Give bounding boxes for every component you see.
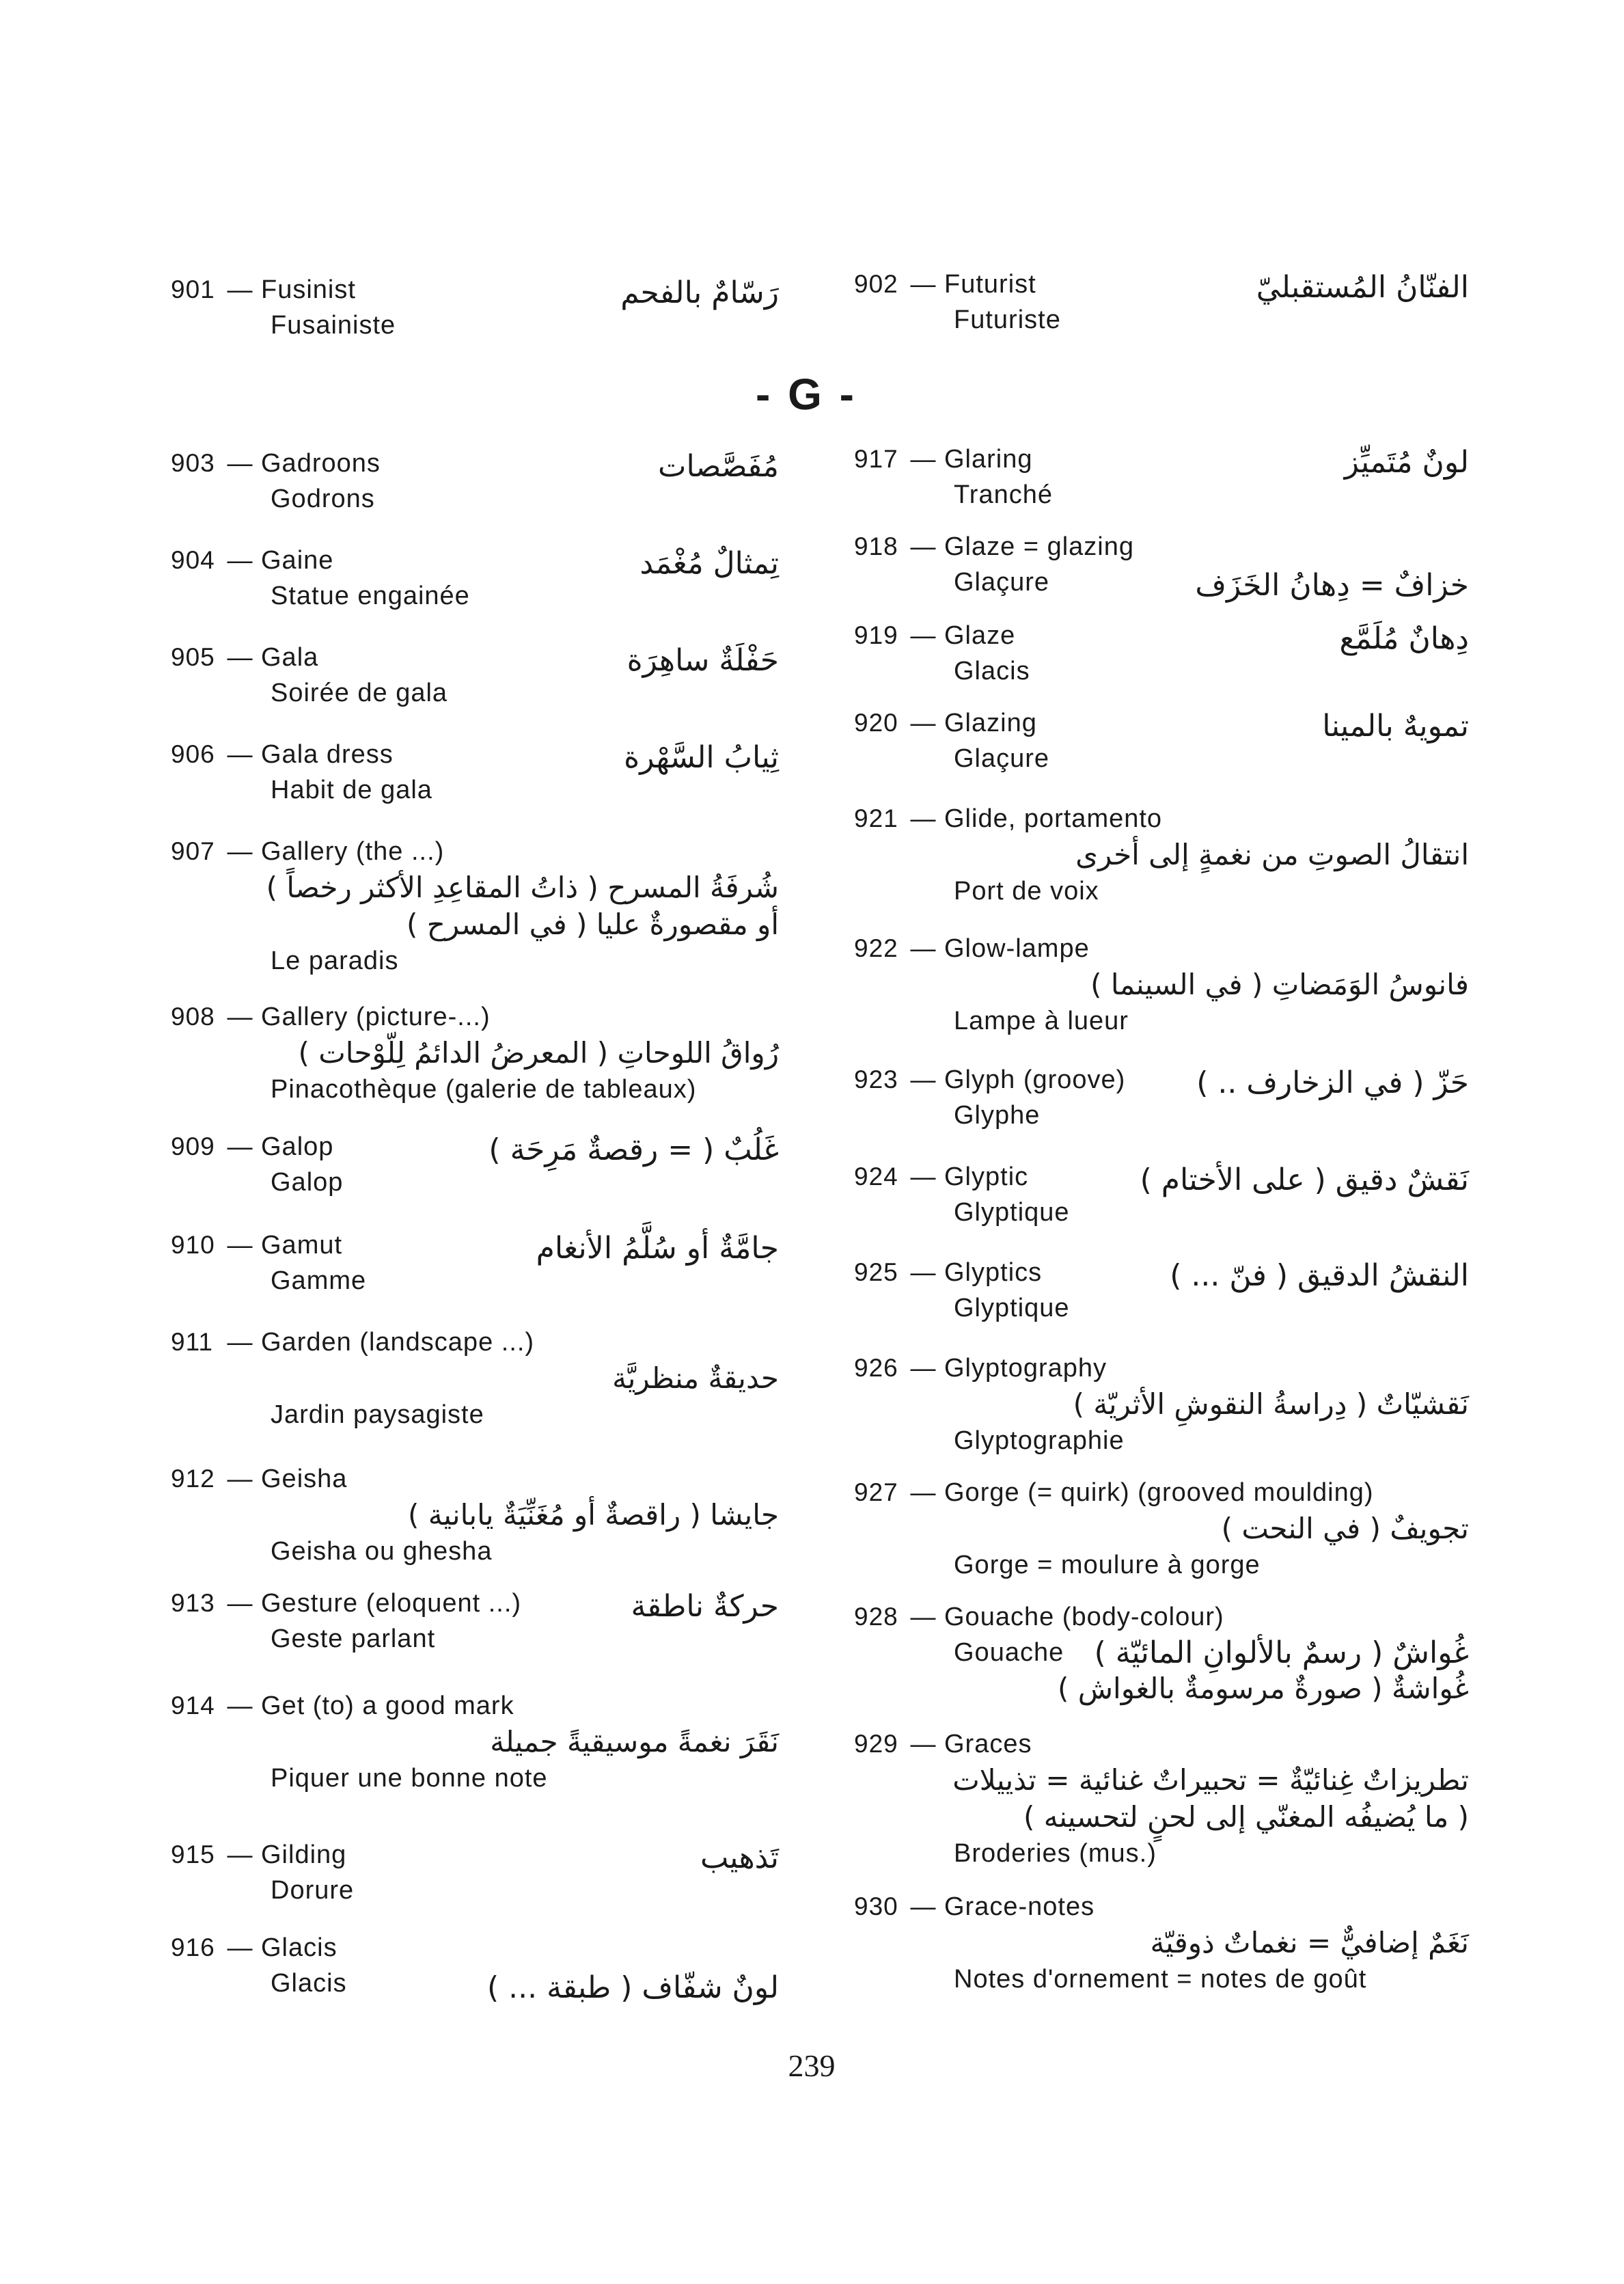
entry-921: 921 — Glide, portamento انتقالُ الصوتِ من نغمةٍ إلى أخرى Port de voix xyxy=(854,801,1469,909)
entry-english: Gamut xyxy=(261,1231,343,1260)
entry-english: Grace-notes xyxy=(944,1892,1095,1921)
entry-english: Gilding xyxy=(261,1840,347,1869)
entry-number: 920 xyxy=(854,709,898,737)
entry-english: Graces xyxy=(944,1730,1032,1758)
entry-number: 923 xyxy=(854,1065,898,1093)
entry-arabic: حَزّ ( في الزخارف .. ) xyxy=(1196,1065,1469,1100)
entry-english: Glaze = glazing xyxy=(944,532,1134,561)
entry-911: 911 — Garden (landscape ...) حديقةٌ منظريَّة Jardin paysagiste xyxy=(171,1324,779,1432)
entry-arabic: خزافٌ = دِهانُ الخَزَف xyxy=(1195,568,1469,603)
entry-english: Gadroons xyxy=(261,449,381,478)
entry-french: Futuriste xyxy=(954,305,1061,334)
entry-french: Glacis xyxy=(954,657,1030,685)
entry-french: Glyptographie xyxy=(954,1426,1125,1455)
entry-french: Piquer une bonne note xyxy=(271,1764,548,1793)
entry-number: 925 xyxy=(854,1258,898,1286)
entry-french: Habit de gala xyxy=(271,776,432,804)
entry-912: 912 — Geisha جايشا ( راقصةٌ أو مُغَنِّيَةٌ يابانية ) Geisha ou ghesha xyxy=(171,1461,779,1569)
entry-928: 928 — Gouache (body-colour) Gouache غُواشٌ ( رسمٌ بالألوانِ المائيّة ) غُواشةٌ ( صورةٌ مرسومةٌ بالغواش ) xyxy=(854,1599,1469,1707)
entry-arabic-line: تطريزاتٌ غِنائيّةٌ = تحبيراتٌ غنائية = تذييلات xyxy=(952,1763,1469,1797)
entry-english: Glow-lampe xyxy=(944,934,1090,963)
entry-french: Le paradis xyxy=(271,947,399,975)
entry-english: Gaine xyxy=(261,546,334,575)
entry-number: 914 xyxy=(171,1691,215,1719)
entry-french: Dorure xyxy=(271,1876,355,1905)
page-number: 239 xyxy=(788,2048,836,2083)
entry-french: Gamme xyxy=(271,1266,367,1295)
entry-number: 904 xyxy=(171,546,215,574)
entry-918: 918 — Glaze = glazing Glaçure خزافٌ = دِهانُ الخَزَف xyxy=(854,529,1469,600)
entry-arabic-line: تجويفٌ ( في النحت ) xyxy=(1221,1512,1469,1545)
entry-arabic: تمويهٌ بالمينا xyxy=(1322,709,1469,744)
entry-927: 927 — Gorge (= quirk) (grooved moulding) تجويفٌ ( في النحت ) Gorge = moulure à gorge xyxy=(854,1475,1469,1583)
entry-number: 908 xyxy=(171,1003,215,1031)
entry-arabic: جامَّةٌ أو سُلَّمُ الأنغام xyxy=(536,1231,779,1266)
entry-english: Gorge (= quirk) (grooved moulding) xyxy=(944,1478,1374,1507)
entry-english: Glyptics xyxy=(944,1258,1043,1287)
entry-arabic: الفنّانُ المُستقبليّ xyxy=(1256,270,1469,305)
entry-english: Glaring xyxy=(944,445,1033,474)
entry-french: Galop xyxy=(271,1168,344,1197)
entry-arabic: لونٌ شفّاف ( طبقة ... ) xyxy=(487,1970,779,2005)
entry-english: Get (to) a good mark xyxy=(261,1691,514,1720)
entry-arabic-line: ( ما يُضيفُه المغنّي إلى لحنٍ لتحسينه ) xyxy=(1023,1800,1469,1834)
entry-french: Glyphe xyxy=(954,1101,1041,1130)
entry-arabic: تَذهيب xyxy=(700,1840,779,1875)
entry-french: Glyptique xyxy=(954,1198,1070,1227)
entry-english: Gouache (body-colour) xyxy=(944,1603,1224,1631)
entry-919: 919 — Glaze Glacis دِهانٌ مُلَمَّع xyxy=(854,618,1469,689)
entry-english: Futurist xyxy=(944,270,1036,299)
entry-904: 904 — Gaine Statue engainée تِمثالٌ مُغْمَد xyxy=(171,543,779,614)
entry-number: 911 xyxy=(171,1328,213,1356)
entry-910: 910 — Gamut Gamme جامَّةٌ أو سُلَّمُ الأنغام xyxy=(171,1227,779,1299)
entry-number: 901 xyxy=(171,275,215,303)
entry-english: Gala xyxy=(261,643,319,672)
entry-913: 913 — Gesture (eloquent ...) Geste parlant حركةٌ ناطقة xyxy=(171,1586,779,1657)
entry-french: Fusainiste xyxy=(271,311,396,340)
entry-french: Godrons xyxy=(271,485,375,513)
entry-arabic: مُفَصَّصات xyxy=(658,449,779,484)
entry-french: Geste parlant xyxy=(271,1624,436,1653)
entry-arabic: لونٌ مُتَميِّز xyxy=(1344,445,1469,480)
entry-arabic-line: انتقالُ الصوتِ من نغمةٍ إلى أخرى xyxy=(1075,838,1469,871)
entry-922: 922 — Glow-lampe فانوسُ الوَمَضاتِ ( في السينما ) Lampe à lueur xyxy=(854,931,1469,1039)
entry-920: 920 — Glazing Glaçure تمويهٌ بالمينا xyxy=(854,705,1469,776)
entry-arabic: دِهانٌ مُلَمَّع xyxy=(1339,621,1469,656)
entry-925: 925 — Glyptics Glyptique النقشُ الدقيق ( فنّ ... ) xyxy=(854,1255,1469,1326)
entry-number: 919 xyxy=(854,621,898,649)
entry-903: 903 — Gadroons Godrons مُفَصَّصات xyxy=(171,446,779,517)
entry-number: 912 xyxy=(171,1465,215,1493)
entry-906: 906 — Gala dress Habit de gala ثِيابُ السَّهْرة xyxy=(171,737,779,808)
entry-french: Glaçure xyxy=(954,744,1050,773)
entry-french: Gorge = moulure à gorge xyxy=(954,1551,1261,1579)
entry-number: 906 xyxy=(171,740,215,768)
entry-english: Gala dress xyxy=(261,740,394,769)
entry-english: Glacis xyxy=(261,1933,338,1962)
entry-english: Glaze xyxy=(944,621,1016,650)
entry-english: Geisha xyxy=(261,1465,348,1493)
entry-arabic-line: فانوسُ الوَمَضاتِ ( في السينما ) xyxy=(1090,968,1469,1001)
entry-arabic-line: شُرفَةُ المسرح ( ذاتُ المقاعِدِ الأكثر رخصاً ) xyxy=(266,871,779,904)
entry-number: 929 xyxy=(854,1730,898,1758)
entry-french: Broderies (mus.) xyxy=(954,1839,1157,1868)
entry-arabic-line: نَغَمٌ إضافيٌّ = نغماتٌ ذوقيّة xyxy=(1150,1926,1469,1959)
entry-number: 918 xyxy=(854,532,898,560)
entry-english: Fusinist xyxy=(261,275,356,304)
entry-english: Gallery (the ...) xyxy=(261,837,445,866)
entry-french: Pinacothèque (galerie de tableaux) xyxy=(271,1075,697,1104)
entry-french: Geisha ou ghesha xyxy=(271,1537,493,1566)
entry-french: Lampe à lueur xyxy=(954,1007,1129,1035)
entry-926: 926 — Glyptography نَقشيّاتٌ ( دِراسةُ النقوشِ الأثريّة ) Glyptographie xyxy=(854,1350,1469,1458)
entry-french: Glyptique xyxy=(954,1294,1070,1322)
entry-number: 926 xyxy=(854,1354,898,1382)
entry-french: Soirée de gala xyxy=(271,679,448,707)
entry-arabic-line: نَقشيّاتٌ ( دِراسةُ النقوشِ الأثريّة ) xyxy=(1073,1387,1469,1421)
entry-914: 914 — Get (to) a good mark نَقَرَ نغمةً موسيقيةً جميلة Piquer une bonne note xyxy=(171,1688,779,1796)
entry-number: 909 xyxy=(171,1132,215,1160)
entry-english: Glide, portamento xyxy=(944,804,1163,833)
entry-916: 916 — Glacis Glacis لونٌ شفّاف ( طبقة ... ) xyxy=(171,1930,779,2001)
entry-number: 927 xyxy=(854,1478,898,1506)
entry-number: 915 xyxy=(171,1840,215,1868)
entry-number: 916 xyxy=(171,1933,215,1961)
entry-arabic-line: نَقَرَ نغمةً موسيقيةً جميلة xyxy=(490,1725,779,1758)
entry-english: Galop xyxy=(261,1132,334,1161)
entry-french: Notes d'ornement = notes de goût xyxy=(954,1965,1367,1994)
entry-arabic-line: رُواقُ اللوحاتِ ( المعرضُ الدائمُ لِلّوْحات ) xyxy=(298,1036,779,1070)
entry-french: Glaçure xyxy=(954,568,1050,597)
entry-909: 909 — Galop Galop غَلُبٌ ( = رقصةٌ مَرِحَة ) xyxy=(171,1129,779,1200)
entry-french: Glacis xyxy=(271,1969,347,1998)
entry-arabic: ثِيابُ السَّهْرة xyxy=(624,740,779,775)
entry-arabic: غَلُبٌ ( = رقصةٌ مَرِحَة ) xyxy=(488,1132,779,1167)
entry-923: 923 — Glyph (groove) Glyphe حَزّ ( في الزخارف .. ) xyxy=(854,1062,1469,1133)
entry-arabic-line: غُواشةٌ ( صورةٌ مرسومةٌ بالغواش ) xyxy=(1058,1672,1469,1705)
entry-french: Port de voix xyxy=(954,877,1099,906)
entry-number: 930 xyxy=(854,1892,898,1920)
entry-english: Glazing xyxy=(944,709,1037,737)
entry-908: 908 — Gallery (picture-...) رُواقُ اللوحاتِ ( المعرضُ الدائمُ لِلّوْحات ) Pinacothèque (galerie de tableaux) xyxy=(171,999,779,1107)
entry-arabic: رَسّامٌ بالفحم xyxy=(620,275,779,310)
entry-french: Jardin paysagiste xyxy=(271,1400,484,1429)
entry-number: 922 xyxy=(854,934,898,962)
entry-901: 901 — Fusinist Fusainiste رَسّامٌ بالفحم xyxy=(171,272,779,343)
entry-930: 930 — Grace-notes نَغَمٌ إضافيٌّ = نغماتٌ ذوقيّة Notes d'ornement = notes de goût xyxy=(854,1889,1469,1997)
entry-number: 913 xyxy=(171,1589,215,1617)
entry-english: Gallery (picture-...) xyxy=(261,1003,491,1031)
entry-number: 928 xyxy=(854,1603,898,1631)
entry-arabic: تِمثالٌ مُغْمَد xyxy=(639,546,779,581)
entry-number: 924 xyxy=(854,1163,898,1191)
entry-929: 929 — Graces تطريزاتٌ غِنائيّةٌ = تحبيراتٌ غنائية = تذييلات ( ما يُضيفُه المغنّي إلى لحنٍ لتحسينه ) Broderies (mus.) xyxy=(854,1726,1469,1871)
entry-number: 902 xyxy=(854,270,898,298)
entry-number: 921 xyxy=(854,804,898,832)
entry-917: 917 — Glaring Tranché لونٌ مُتَميِّز xyxy=(854,441,1469,513)
entry-924: 924 — Glyptic Glyptique نَقشٌ دقيق ( على الأختام ) xyxy=(854,1159,1469,1230)
entry-arabic: حركةٌ ناطقة xyxy=(631,1589,779,1624)
entry-arabic-line: أو مقصورةٌ عليا ( في المسرح ) xyxy=(407,908,779,941)
entry-arabic-line: حديقةٌ منظريَّة xyxy=(612,1361,779,1395)
entry-arabic: نَقشٌ دقيق ( على الأختام ) xyxy=(1140,1163,1469,1197)
entry-915: 915 — Gilding Dorure تَذهيب xyxy=(171,1837,779,1908)
entry-english: Garden (landscape ...) xyxy=(261,1328,535,1357)
entry-english: Gesture (eloquent ...) xyxy=(261,1589,522,1618)
entry-english: Glyph (groove) xyxy=(944,1065,1126,1094)
entry-english: Glyptic xyxy=(944,1163,1029,1191)
entry-arabic-line: جايشا ( راقصةٌ أو مُغَنِّيَةٌ يابانية ) xyxy=(408,1498,779,1532)
entry-arabic: حَفْلَةٌ ساهِرَة xyxy=(627,643,779,678)
entry-905: 905 — Gala Soirée de gala حَفْلَةٌ ساهِرَة xyxy=(171,640,779,711)
entry-902: 902 — Futurist Futuriste الفنّانُ المُستقبليّ xyxy=(854,267,1469,338)
entry-number: 903 xyxy=(171,449,215,477)
entry-number: 905 xyxy=(171,643,215,671)
entry-arabic: النقشُ الدقيق ( فنّ ... ) xyxy=(1170,1258,1469,1293)
entry-english: Glyptography xyxy=(944,1354,1107,1383)
section-letter-heading: - G - xyxy=(756,370,857,419)
entry-number: 907 xyxy=(171,837,215,865)
entry-french: Statue engainée xyxy=(271,582,470,610)
entry-907: 907 — Gallery (the ...) شُرفَةُ المسرح ( ذاتُ المقاعِدِ الأكثر رخصاً ) أو مقصورةٌ عليا ( في المسرح ) Le paradis xyxy=(171,834,779,979)
entry-number: 910 xyxy=(171,1231,215,1259)
entry-number: 917 xyxy=(854,445,898,473)
entry-arabic: غُواشٌ ( رسمٌ بالألوانِ المائيّة ) xyxy=(1094,1635,1469,1670)
entry-french: Gouache xyxy=(954,1638,1064,1667)
entry-french: Tranché xyxy=(954,480,1053,509)
